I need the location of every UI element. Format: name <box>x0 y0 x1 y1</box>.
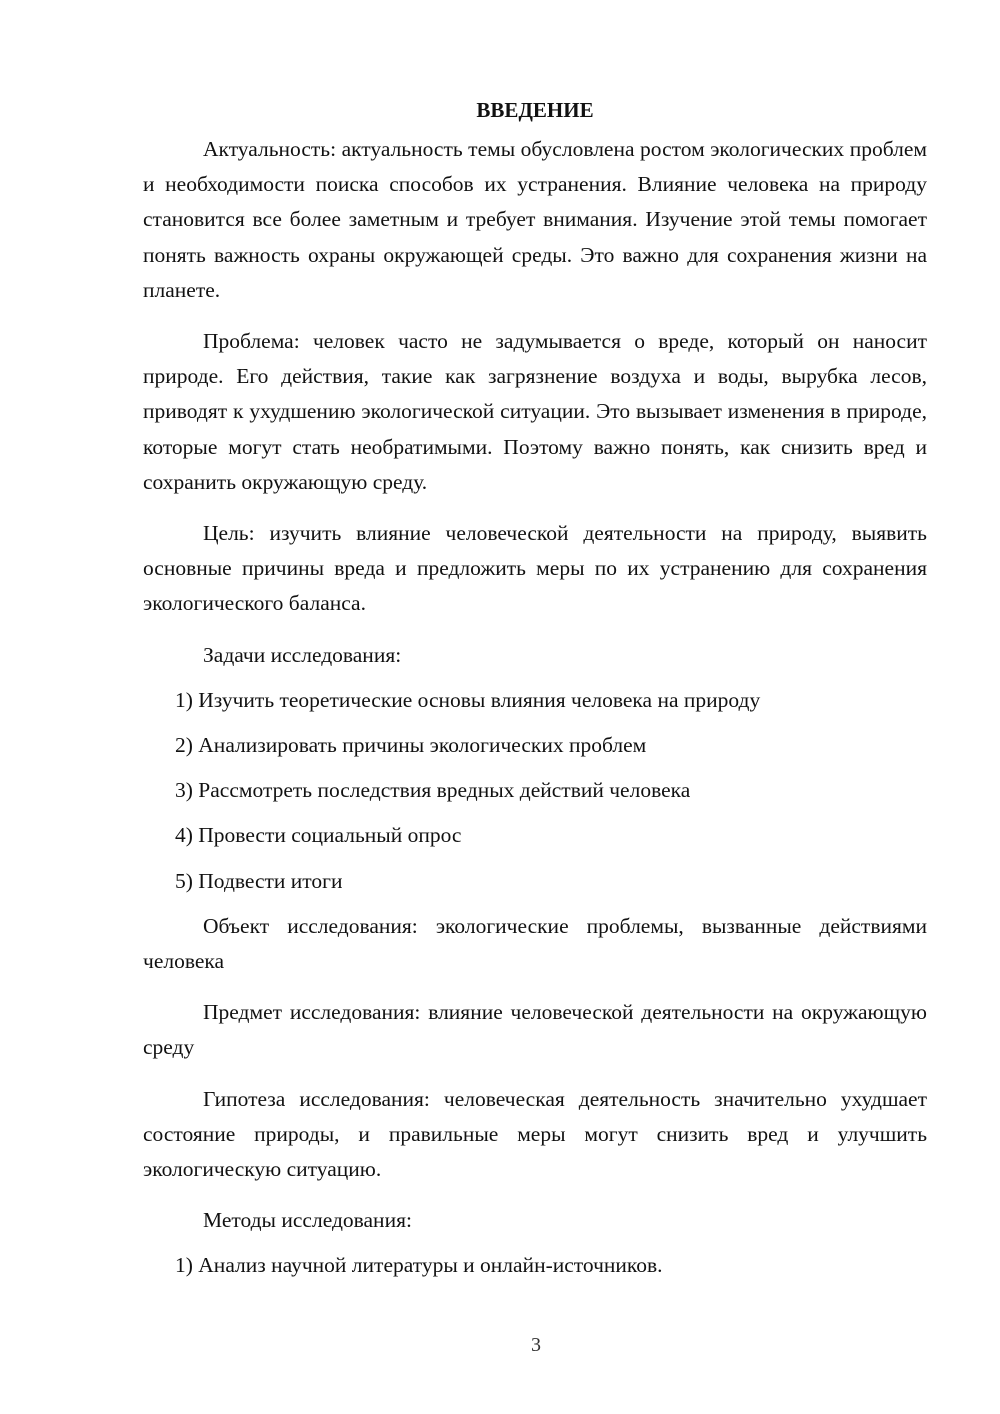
goal-paragraph: Цель: изучить влияние человеческой деятельности на природу, выявить основные причины вреда и предложить меры по их устранению для сохранения экологического баланса. <box>143 521 927 616</box>
methods-list <box>143 1248 927 1283</box>
page-number: 3 <box>531 1334 541 1356</box>
tasks-heading: Задачи исследования: <box>203 642 402 667</box>
hypothesis-paragraph: Гипотеза исследования: человеческая деятельность значительно ухудшает состояние природы, и правильные меры могут снизить вред и улучшить экологическую ситуацию. <box>143 1086 927 1182</box>
list-item: 1) Изучить теоретические основы влияния человека на природу <box>175 687 761 712</box>
list-item: 3) Рассмотреть последствия вредных действий человека <box>175 778 691 803</box>
page-title: ВВЕДЕНИЕ <box>476 98 594 122</box>
page-content <box>143 92 927 1294</box>
methods-heading: Методы исследования: <box>203 1208 412 1233</box>
list-item: 5) Подвести итоги <box>175 868 343 893</box>
tasks-list <box>143 683 927 899</box>
list-item: 2) Анализировать причины экологических проблем <box>175 733 647 758</box>
relevance-paragraph: Актуальность: актуальность темы обусловлена ростом экологических проблем и необходимости поиска способов их устранения. Влияние человека на природу становится все более заметным и требует внимания. Изучение этой темы помогает понять важность охраны окружающей среды. Это важно для сохранения жизни на планете. <box>143 137 927 302</box>
subject-paragraph: Предмет исследования: влияние человеческой деятельности на окружающую среду <box>143 1000 927 1060</box>
list-item: 1) Анализ научной литературы и онлайн-источников. <box>175 1253 663 1278</box>
problem-paragraph: Проблема: человек часто не задумывается о вреде, который он наносит природе. Его действия, такие как загрязнение воздуха и воды, вырубка лесов, приводят к ухудшению экологической ситуации. Это вызывает изменения в природе, которые могут стать необратимыми. Поэтому важно понять, как снизить вред и сохранить окружающую среду. <box>143 329 927 494</box>
object-paragraph: Объект исследования: экологические проблемы, вызванные действиями человека <box>143 913 927 974</box>
list-item: 4) Провести социальный опрос <box>175 823 462 848</box>
